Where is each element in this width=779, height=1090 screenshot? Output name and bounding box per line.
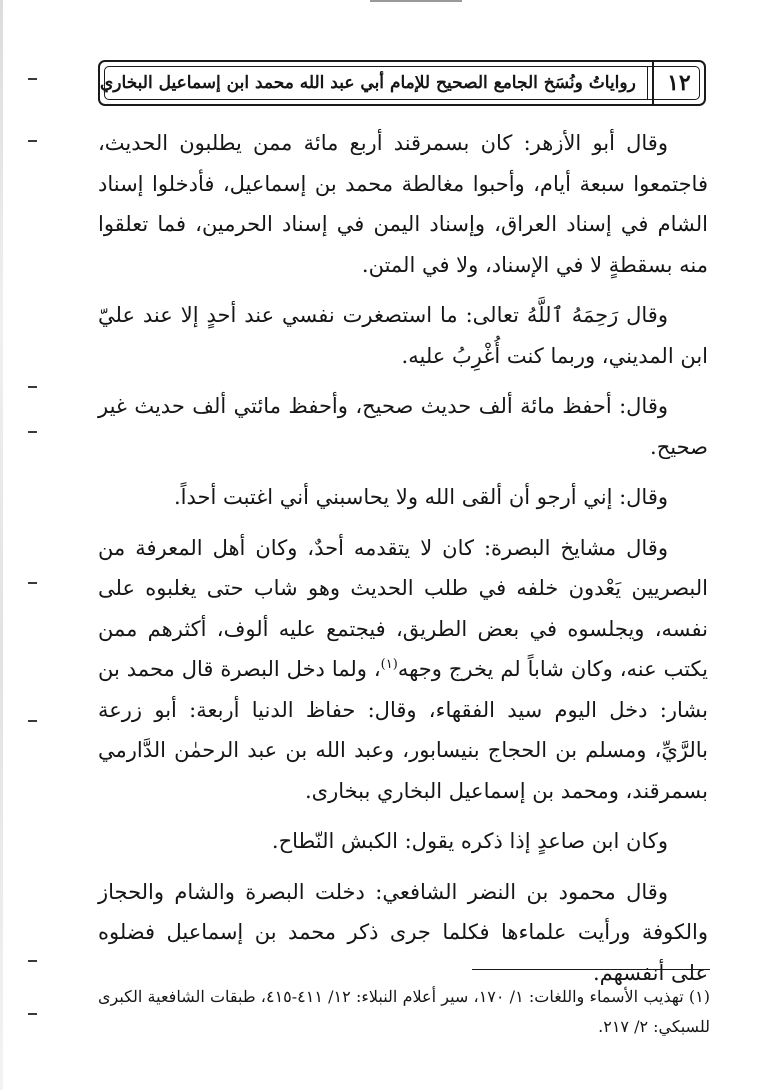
margin-mark — [28, 1013, 37, 1015]
margin-mark — [28, 386, 37, 388]
margin-mark — [28, 582, 37, 584]
footnote-reference[interactable]: (١) — [380, 657, 398, 672]
margin-mark — [28, 78, 37, 80]
paragraph: وقال: أحفظ مائة ألف حديث صحيح، وأحفظ مائتي ألف حديث غير صحيح. — [98, 394, 708, 459]
paragraph-text-before-ref: وقال مشايخ البصرة: كان لا يتقدمه أحدٌ، وكان أهل المعرفة من البصريين يَعْدون خلفه في طلب الحديث وهو شاب حتى يغلبوه على نفسه، ويجلسوه في بعض الطريق، فيجتمع عليه ألوف، أكثرهم ممن يكتب عنه، وكان شاباً لم يخرج وجهه — [98, 535, 708, 681]
paragraph: وقال رَحِمَهُ ٱللَّهُ تعالى: ما استصغرت نفسي عند أحدٍ إلا عند عليّ ابن المديني، وربما كنت أُغْرِبُ عليه. — [98, 303, 708, 368]
paragraph-text-after-ref: ، ولما دخل البصرة قال محمد بن بشار: دخل اليوم سيد الفقهاء، وقال: حفاظ الدنيا أربعة: أبو زرعة بالرَّيِّ، ومسلم بن الحجاج بنيسابور، وعبد الله بن عبد الرحمٰن الدَّارمي بسمرقند، ومحمد بن إسماعيل البخاري ببخارى. — [98, 657, 708, 803]
paragraph-with-footnote — [98, 528, 708, 812]
footnote-separator — [472, 969, 710, 970]
running-title: رواياتُ ونُسَخ الجامع الصحيح للإمام أبي عبد الله محمد ابن إسماعيل البخاري — [100, 73, 636, 93]
paragraph: وقال محمود بن النضر الشافعي: دخلت البصرة والشام والحجاز والكوفة ورأيت علماءها فكلما جرى ذكر محمد بن إسماعيل فضلوه على أنفسهم. — [98, 879, 708, 985]
margin-mark — [28, 960, 37, 962]
running-header — [98, 60, 706, 106]
margin-mark — [28, 140, 37, 142]
scan-edge-shadow — [0, 0, 3, 1090]
main-text — [98, 123, 708, 1003]
top-scan-line — [370, 0, 462, 2]
margin-mark — [28, 431, 37, 433]
page-number: ١٢ — [652, 62, 704, 104]
paragraph: وقال أبو الأزهر: كان بسمرقند أربع مائة ممن يطلبون الحديث، فاجتمعوا سبعة أيام، وأحبوا مغالطة محمد بن إسماعيل، فأدخلوا إسناد الشام في إسناد العراق، وإسناد اليمن في إسناد الحرمين، فما تعلقوا منه بسقطةٍ لا في الإسناد، ولا في المتن. — [98, 131, 708, 277]
paragraph: وكان ابن صاعدٍ إذا ذكره يقول: الكبش النّطاح. — [271, 829, 668, 853]
margin-mark — [28, 720, 37, 722]
paragraph: وقال: إني أرجو أن ألقى الله ولا يحاسبني أني اغتبت أحداً. — [173, 485, 668, 509]
footnotes — [98, 982, 710, 1042]
footnote: (١) تهذيب الأسماء واللغات: ١/ ١٧٠، سير أعلام النبلاء: ١٢/ ٤١١-٤١٥، طبقات الشافعية الكبرى للسبكي: ٢/ ٢١٧. — [98, 987, 711, 1036]
